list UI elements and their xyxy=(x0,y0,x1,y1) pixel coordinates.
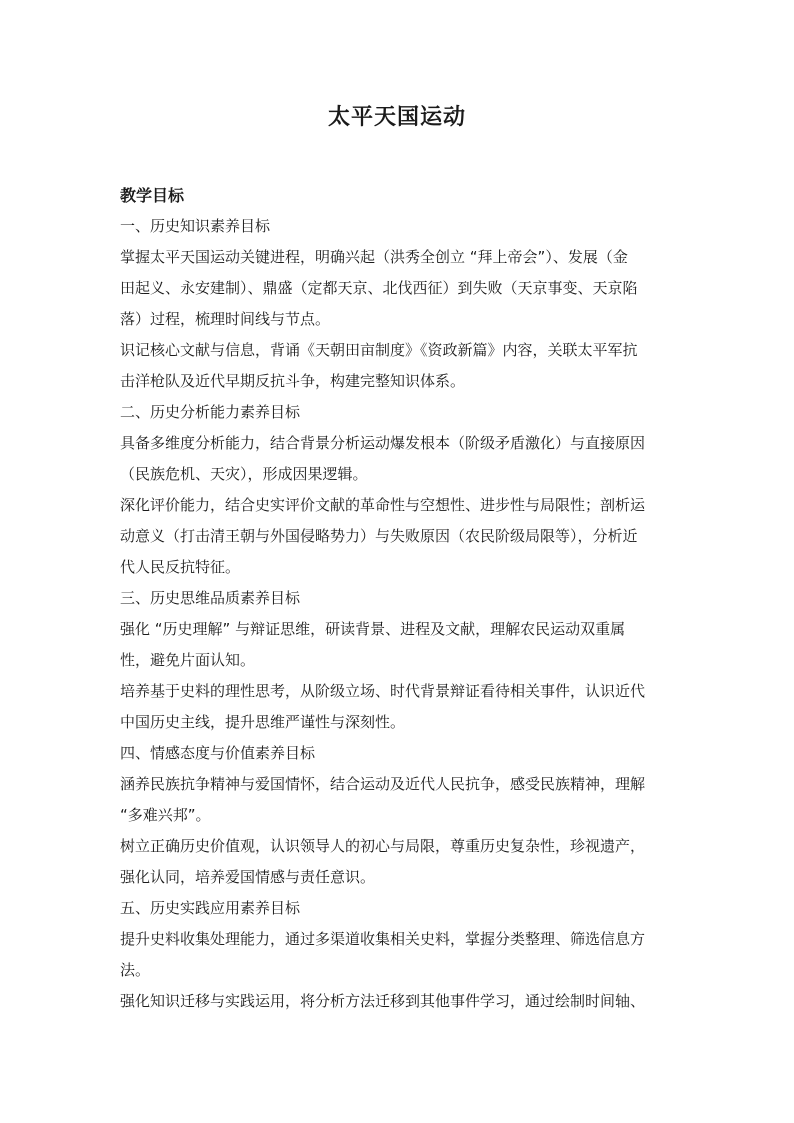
text-line: 代人民反抗特征。 xyxy=(120,558,241,576)
text-line: 深化评价能力，结合史实评价文献的革命性与空想性、进步性与局限性；剖析运 xyxy=(120,496,646,514)
text-line: 提升史料收集处理能力，通过多渠道收集相关史料，掌握分类整理、筛选信息方 xyxy=(120,930,646,948)
sub-heading-knowledge: 一、历史知识素养目标 xyxy=(120,217,271,235)
text-line: 落）过程，梳理时间线与节点。 xyxy=(120,310,331,328)
paragraph xyxy=(120,769,676,831)
paragraph xyxy=(120,490,676,583)
paragraph xyxy=(120,831,676,893)
text-line: 涵养民族抗争精神与爱国情怀，结合运动及近代人民抗争，感受民族精神，理解 xyxy=(120,775,646,793)
document-body xyxy=(120,180,676,1017)
text-line: 强化认同，培养爱国情感与责任意识。 xyxy=(120,868,376,886)
paragraph xyxy=(120,614,676,676)
text-line: 性，避免片面认知。 xyxy=(120,651,256,669)
text-line: 中国历史主线，提升思维严谨性与深刻性。 xyxy=(120,713,406,731)
text-line: 树立正确历史价值观，认识领导人的初心与局限，尊重历史复杂性，珍视遗产， xyxy=(120,837,646,855)
text-line: 法。 xyxy=(120,961,151,979)
text-line: 具备多维度分析能力，结合背景分析运动爆发根本（阶级矛盾激化）与直接原因 xyxy=(120,434,646,452)
text-line: （民族危机、天灾），形成因果逻辑。 xyxy=(120,465,368,483)
text-line: 强化 “历史理解” 与辩证思维，研读背景、进程及文献，理解农民运动双重属 xyxy=(120,620,626,638)
text-line: 田起义、永安建制）、鼎盛（定都天京、北伐西征）到失败（天京事变、天京陷 xyxy=(120,279,638,297)
text-line: 培养基于史料的理性思考，从阶级立场、时代背景辩证看待相关事件，认识近代 xyxy=(120,682,646,700)
text-line: 掌握太平天国运动关键进程，明确兴起（洪秀全创立 “拜上帝会”）、发展（金 xyxy=(120,248,628,266)
text-line: “多难兴邦”。 xyxy=(120,806,211,824)
paragraph xyxy=(120,676,676,738)
sub-heading-thinking: 三、历史思维品质素养目标 xyxy=(120,589,301,607)
paragraph xyxy=(120,986,676,1017)
text-line: 击洋枪队及近代早期反抗斗争，构建完整知识体系。 xyxy=(120,372,466,390)
paragraph xyxy=(120,428,676,490)
text-line: 强化知识迁移与实践运用，将分析方法迁移到其他事件学习，通过绘制时间轴、 xyxy=(120,992,646,1010)
section-heading-teaching-goals: 教学目标 xyxy=(120,186,185,205)
paragraph xyxy=(120,242,676,335)
text-line: 动意义（打击清王朝与外国侵略势力）与失败原因（农民阶级局限等），分析近 xyxy=(120,527,638,545)
paragraph xyxy=(120,924,676,986)
page-title: 太平天国运动 xyxy=(327,104,466,130)
text-line: 识记核心文献与信息，背诵《天朝田亩制度》《资政新篇》内容，关联太平军抗 xyxy=(120,341,638,359)
paragraph xyxy=(120,335,676,397)
sub-heading-values: 四、情感态度与价值素养目标 xyxy=(120,744,316,762)
sub-heading-analysis: 二、历史分析能力素养目标 xyxy=(120,403,301,421)
sub-heading-practice: 五、历史实践应用素养目标 xyxy=(120,899,301,917)
